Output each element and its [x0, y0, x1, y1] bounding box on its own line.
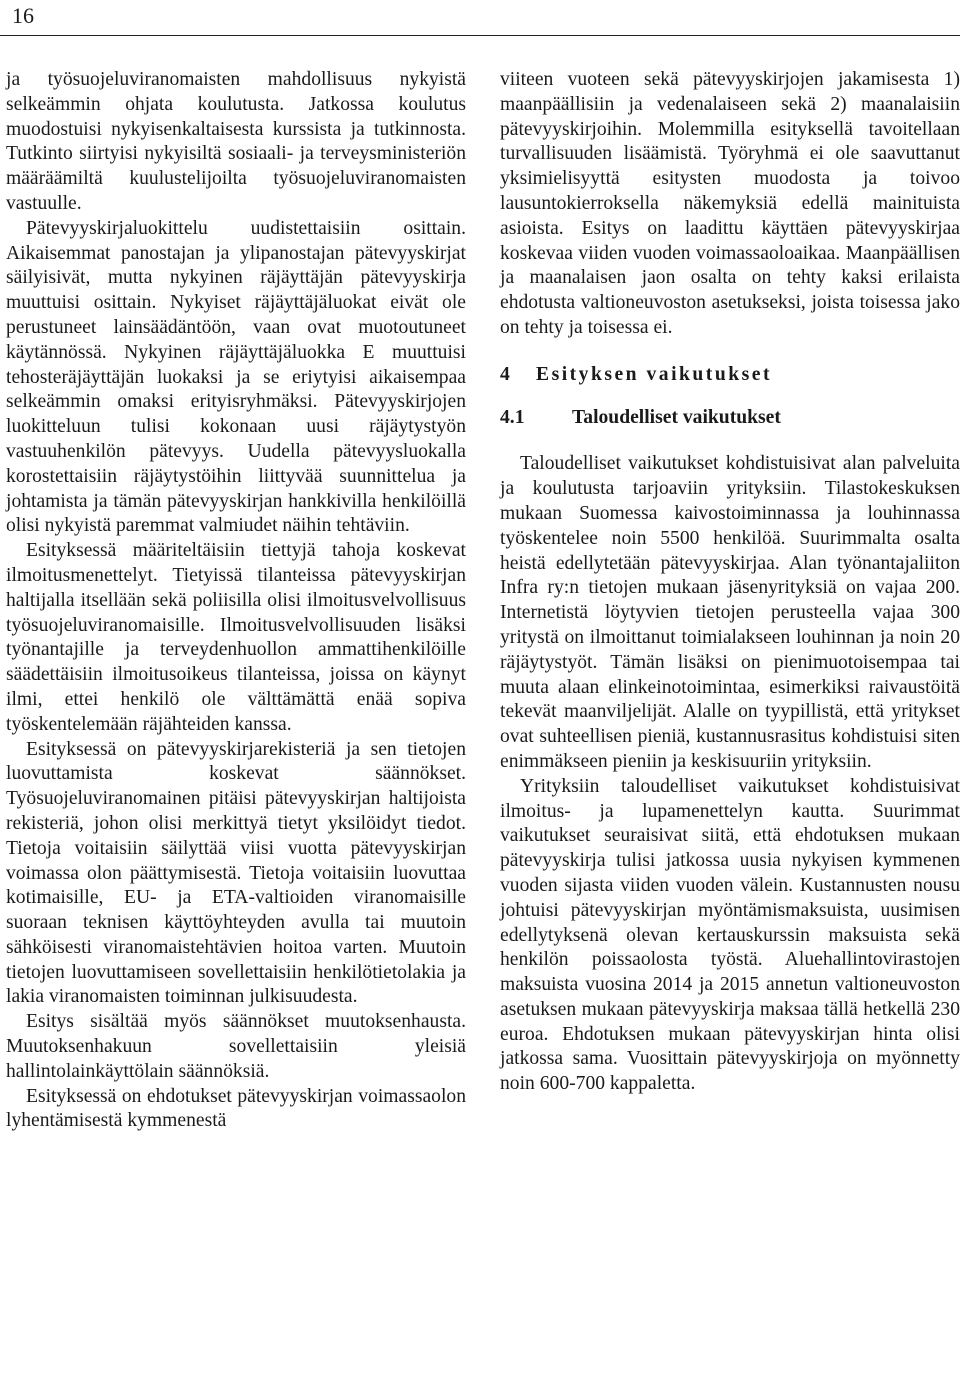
section-heading [500, 363, 960, 388]
body-paragraph: Yrityksiin taloudelliset vaikutukset kohdistuisivat ilmoitus- ja lupamenettelyn kautta. Suurimmat vaikutukset seuraisivat siitä, että ehdotuksen mukaan pätevyyskirja tulisi jatkossa uusia nykyisen kymmenen vuoden sijasta viiden vuoden välein. Kustannusten nousu johtuisi pätevyyskirjan myöntämismaksuista, uusimisen edellytyksenä olevan kertauskurssin maksuista sekä henkilön poissaolosta työstä. Aluehallintovirastojen maksuista vuosina 2014 ja 2015 annetun valtioneuvoston asetuksen mukaan pätevyyskirja maksaa tällä hetkellä 230 euroa. Ehdotuksen mukaan pätevyyskirjan hinta olisi jatkossa sama. Vuosittain pätevyyskirjoja on myönnetty noin 600-700 kappaletta. [500, 775, 960, 1095]
subsection-title: Taloudelliset vaikutukset [572, 406, 781, 428]
body-paragraph: Esitys sisältää myös säännökset muutoksenhausta. Muutoksenhakuun sovellettaisiin yleisiä hallintolainkäyttölain säännöksiä. [6, 1011, 466, 1082]
body-paragraph: ja työsuojeluviranomaisten mahdollisuus nykyistä selkeämmin ohjata koulutusta. Jatkossa koulutus muodostuisi nykyisenkaltaisesta kurssista ja tutkinnosta. Tutkinto siirtyisi nykyisiltä sosiaali- ja terveysministeriön määräämiltä kuulustelijoilta työsuojeluviranomaisten vastuulle. [6, 69, 466, 214]
page-number: 16 [12, 3, 34, 28]
body-paragraph: Esityksessä on pätevyyskirjarekisteriä ja sen tietojen luovuttamista koskevat säännökset. Työsuojeluviranomainen pitäisi pätevyyskirjan haltijoista rekisteriä, johon olisi merkittyä tietyt yksilöidyt tiedot. Tietoja voitaisiin säilyttää viisi vuotta pätevyyskirjan voimassa olon päättymisestä. Tietoja voitaisiin luovuttaa kotimaisille, EU- ja ETA-valtioiden viranomaisille suoraan teknisen käyttöyhteyden avulla tai muutoin sähköisesti viranomaistehtävien hoitoa varten. Muutoin tietojen luovuttamiseen sovellettaisiin henkilötietolakia ja lakia viranomaisten toiminnan julkisuudesta. [6, 738, 466, 1008]
body-paragraph: Taloudelliset vaikutukset kohdistuisivat alan palveluita ja koulutusta tarjoaviin yrityksiin. Tilastokeskuksen mukaan Suomessa kaivostoiminnassa ja louhinnassa työskentelee noin 5500 henkilöä. Suurimmalta osalta heistä edellytetään pätevyyskirjaa. Alan työnantajaliiton Infra ry:n tietojen mukaan jäsenyrityksiä on vajaa 200. Internetistä löytyvien tietojen perusteella vajaa 300 yritystä on ilmoittanut toimialakseen louhinnan ja noin 20 räjäytystyöt. Tämän lisäksi on pienimuotoisempaa tai muuta alaan elinkeinotoimintaa, esimerkiksi raivaustöitä tekevät maanviljelijät. Alalle on tyypillistä, että yritykset ovat suhteellisen pieniä, kustannusrasitus kohdistuisi siten enimmäkseen pieniin ja keskisuuriin yrityksiin. [500, 453, 960, 772]
body-paragraph: Esityksessä määriteltäisiin tiettyjä tahoja koskevat ilmoitusmenettelyt. Tietyissä tilanteissa pätevyyskirjan haltijalla itsellään sekä poliisilla olisi ilmoitusvelvollisuus työsuojeluviranomaisille. Ilmoitusvelvollisuuden lisäksi työnantajille ja terveydenhuollon ammattihenkilöille säädettäisiin ilmoitusoikeus tilanteissa, joissa on käynyt ilmi, ettei henkilö ole välttämättä enää sopiva työskentelemään räjähteiden kanssa. [6, 540, 466, 735]
subsection-heading [500, 406, 960, 431]
body-paragraph: viiteen vuoteen sekä pätevyyskirjojen jakamisesta 1) maanpäällisiin ja vedenalaiseen sekä 2) maanalaisiin pätevyyskirjoihin. Molemmilla esityksellä tavoitellaan turvallisuuden lisäämistä. Työryhmä ei ole saavuttanut yksimielisyyttä esitysten muodosta ja toivoo lausuntokierroksella näkemyksiä edellä mainituista asioista. Esitys on laadittu käyttäen pätevyyskirjaa koskevaa viiden vuoden voimassaoloaikaa. Maanpäällisen ja maanalaisen jaon osalta on tehty kaksi erilaista ehdotusta valtioneuvoston asetukseksi, joista toisessa jako on tehty ja toisessa ei. [500, 69, 960, 338]
body-paragraph: Pätevyyskirjaluokittelu uudistettaisiin osittain. Aikaisemmat panostajan ja ylipanostajan pätevyyskirjat säilyisivät, mutta nykyinen räjäyttäjän pätevyyskirja muuttuisi osittain. Nykyiset räjäyttäjäluokat eivät ole perustuneet lainsäädäntöön, vaan ovat muotoutuneet käytännössä. Nykyinen räjäyttäjäluokka E muuttuisi tehosteräjäyttäjän luokaksi ja se eriytyisi aikaisempaa selkeämmin omaksi erityisryhmäksi. Pätevyyskirjojen luokitteluun tulisi kokonaan uusi räjäytystyön vastuuhenkilön pätevyys. Uudella pätevyysluokalla korostettaisiin räjäytystöihin liittyvää suunnittelua ja johtamista ja tämän pätevyyskirjan hankkivilla henkilöillä olisi nykyistä paremmat valmiudet näihin tehtäviin. [6, 217, 466, 537]
section-number: 4 [500, 363, 513, 385]
body-paragraph: Esityksessä on ehdotukset pätevyyskirjan voimassaolon lyhentämisestä kymmenestä [6, 1085, 466, 1132]
section-title: Esityksen vaikutukset [536, 363, 772, 385]
left-column [6, 68, 466, 1134]
subsection-number: 4.1 [500, 406, 525, 428]
header-rule [0, 35, 960, 36]
right-column [500, 68, 960, 1097]
